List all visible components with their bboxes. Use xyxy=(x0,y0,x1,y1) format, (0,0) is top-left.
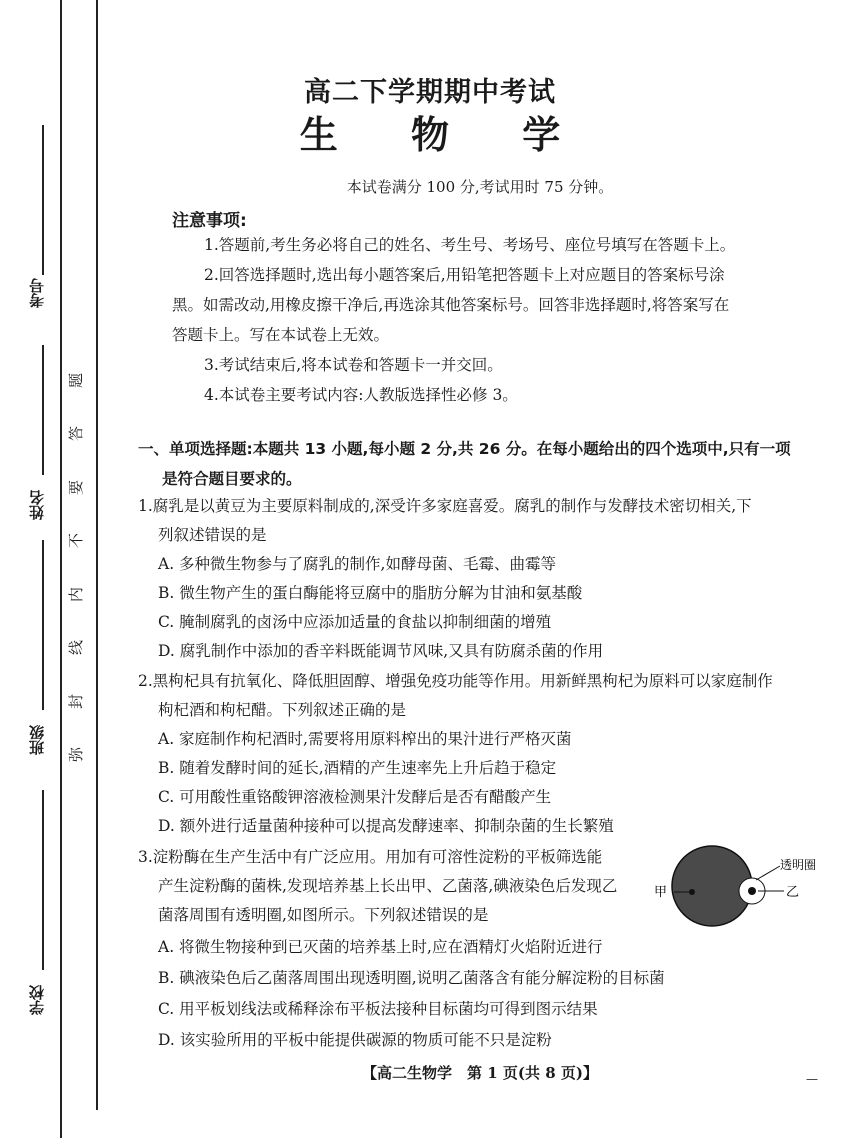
school-label: 学校 xyxy=(28,985,46,1015)
question-1-option-a: A. 多种微生物参与了腐乳的制作,如酵母菌、毛霉、曲霉等 xyxy=(158,555,556,573)
exam-title: 高二下学期期中考试 xyxy=(304,77,556,108)
note-line: 2.回答选择题时,选出每小题答案后,用铅笔把答题卡上对应题目的答案标号涂 xyxy=(204,266,725,284)
note-line: 4.本试卷主要考试内容:人教版选择性必修 3。 xyxy=(204,386,518,404)
note-line: 黑。如需改动,用橡皮擦干净后,再选涂其他答案标号。回答非选择题时,将答案写在 xyxy=(172,296,730,314)
question-1-option-c: C. 腌制腐乳的卤汤中应添加适量的食盐以抑制细菌的增殖 xyxy=(158,613,552,631)
question-2-option-d: D. 额外进行适量菌种接种可以提高发酵速率、抑制杂菌的生长繁殖 xyxy=(158,817,614,835)
question-3-option-b: B. 碘液染色后乙菌落周围出现透明圈,说明乙菌落含有能分解淀粉的目标菌 xyxy=(158,969,665,987)
seal-warning xyxy=(66,370,86,765)
seal-char: 答 xyxy=(67,426,86,442)
note-line: 3.考试结束后,将本试卷和答题卡一并交回。 xyxy=(204,356,503,374)
question-1-stem: 列叙述错误的是 xyxy=(158,526,267,544)
question-3-stem: 3.淀粉酶在生产生活中有广泛应用。用加有可溶性淀粉的平板筛选能 xyxy=(138,848,603,866)
school-underline xyxy=(42,790,44,970)
question-2-option-b: B. 随着发酵时间的延长,酒精的产生速率先上升后趋于稳定 xyxy=(158,759,557,777)
label-yi: 乙 xyxy=(786,885,800,900)
colony-yi xyxy=(748,887,756,895)
section-heading xyxy=(138,434,791,494)
exam-info: 本试卷满分 100 分,考试用时 75 分钟。 xyxy=(346,178,614,196)
seal-char: 要 xyxy=(67,479,86,495)
question-2-stem: 枸杞酒和枸杞醋。下列叙述正确的是 xyxy=(158,701,407,719)
notes-title: 注意事项: xyxy=(172,211,247,231)
question-2-stem: 2.黑枸杞具有抗氧化、降低胆固醇、增强免疫功能等作用。用新鲜黑枸杞为原料可以家庭制作 xyxy=(138,672,773,690)
question-3-option-c: C. 用平板划线法或稀释涂布平板法接种目标菌均可得到图示结果 xyxy=(158,1000,598,1018)
margin-seal-line xyxy=(96,0,98,1110)
seal-char: 弥 xyxy=(67,746,86,762)
label-jia: 甲 xyxy=(654,885,668,900)
question-3-stem: 产生淀粉酶的菌株,发现培养基上长出甲、乙菌落,碘液染色后发现乙 xyxy=(158,877,618,895)
note-line: 1.答题前,考生务必将自己的姓名、考生号、考场号、座位号填写在答题卡上。 xyxy=(204,236,736,254)
seal-char: 线 xyxy=(67,640,86,656)
question-1-option-d: D. 腐乳制作中添加的香辛料既能调节风味,又具有防腐杀菌的作用 xyxy=(158,642,604,660)
class-underline xyxy=(42,540,44,710)
petri-dish-diagram xyxy=(652,840,822,930)
question-1-stem: 1.腐乳是以黄豆为主要原料制成的,深受许多家庭喜爱。腐乳的制作与发酵技术密切相关,下 xyxy=(138,497,752,515)
question-3-option-a: A. 将微生物接种到已灭菌的培养基上时,应在酒精灯火焰附近进行 xyxy=(158,938,603,956)
section-heading-line1: 一、单项选择题:本题共 13 小题,每小题 2 分,共 26 分。在每小题给出的四个选项中,只有一项 xyxy=(138,440,791,458)
seal-char: 封 xyxy=(67,693,86,709)
seal-char: 不 xyxy=(67,533,86,549)
exam-number-label: 考号 xyxy=(28,278,46,308)
seal-char: 内 xyxy=(67,586,86,602)
label-transparent: 透明圈 xyxy=(780,858,817,872)
pointer-transparent xyxy=(756,866,780,880)
corner-mark: — xyxy=(806,1072,818,1086)
seal-char: 题 xyxy=(67,372,86,389)
note-line: 答题卡上。写在本试卷上无效。 xyxy=(172,326,390,344)
margin-outer-line xyxy=(60,0,62,1138)
question-2-option-c: C. 可用酸性重铬酸钾溶液检测果汁发酵后是否有醋酸产生 xyxy=(158,788,552,806)
question-1-option-b: B. 微生物产生的蛋白酶能将豆腐中的脂肪分解为甘油和氨基酸 xyxy=(158,584,583,602)
name-underline xyxy=(42,345,44,475)
petri-dish-figure xyxy=(652,840,822,930)
subject-title: 生 物 学 xyxy=(299,113,591,157)
question-3-option-d: D. 该实验所用的平板中能提供碳源的物质可能不只是淀粉 xyxy=(158,1031,552,1049)
section-heading-line2: 是符合题目要求的。 xyxy=(162,470,302,488)
page-footer: 【高二生物学 第 1 页(共 8 页)】 xyxy=(362,1064,598,1082)
name-label: 姓名 xyxy=(28,490,46,520)
question-2-option-a: A. 家庭制作枸杞酒时,需要将用原料榨出的果汁进行严格灭菌 xyxy=(158,730,572,748)
class-label: 班级 xyxy=(28,725,46,755)
question-3-stem: 菌落周围有透明圈,如图所示。下列叙述错误的是 xyxy=(158,906,489,924)
